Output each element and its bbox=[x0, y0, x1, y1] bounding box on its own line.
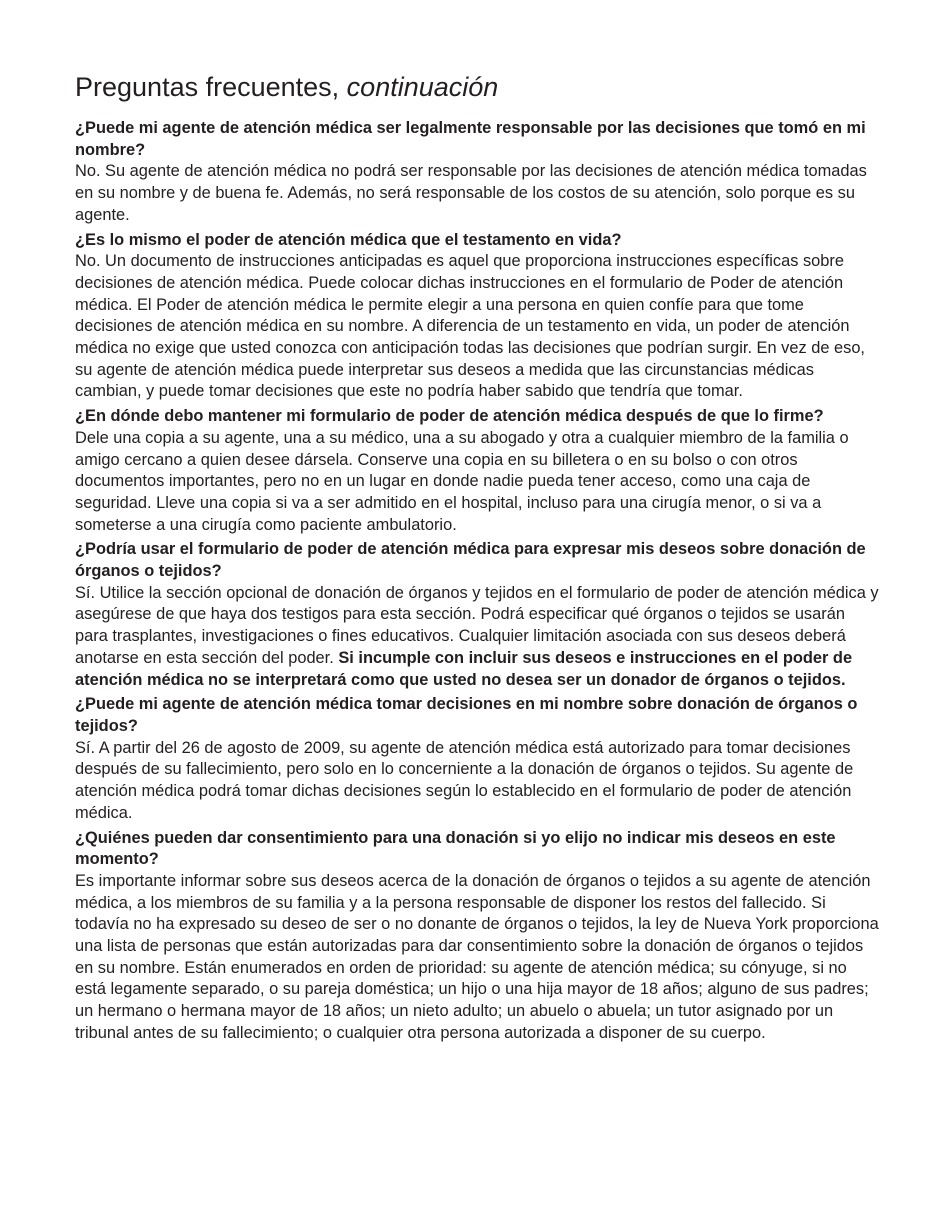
faq-question: ¿Es lo mismo el poder de atención médica que el testamento en vida? bbox=[75, 230, 622, 249]
faq-question: ¿Puede mi agente de atención médica tomar decisiones en mi nombre sobre donación de órganos o tejidos? bbox=[75, 695, 858, 735]
faq-answer: No. Su agente de atención médica no podrá ser responsable por las decisiones de atención médica tomadas en su nombre y de buena fe. Además, no será responsable de los costos de su atención, solo porque es su agente. bbox=[75, 162, 867, 224]
faq-item bbox=[75, 406, 880, 536]
faq-item bbox=[75, 118, 880, 227]
faq-question: ¿En dónde debo mantener mi formulario de poder de atención médica después de que lo firme? bbox=[75, 407, 824, 426]
faq-question: ¿Podría usar el formulario de poder de atención médica para expresar mis deseos sobre donación de órganos o tejidos? bbox=[75, 540, 866, 581]
faq-answer: Dele una copia a su agente, una a su médico, una a su abogado y otra a cualquier miembro de la familia o amigo cercano a quien desee dársela. Conserve una copia en su billetera o en su bolso o con otros documentos importantes, pero no en un lugar en donde nadie pueda tener acceso, como una caja de seguridad. Lleve una copia si va a ser admitido en el hospital, incluso para una cirugía menor, o si va a someterse a una cirugía como paciente ambulatorio. bbox=[75, 428, 849, 534]
faq-question: ¿Quiénes pueden dar consentimiento para una donación si yo elijo no indicar mis deseos en este momento? bbox=[75, 828, 836, 869]
faq-item bbox=[75, 230, 880, 404]
document-page bbox=[75, 70, 880, 1048]
faq-answer-emphasis: Si incumple con incluir sus deseos e instrucciones en el poder de atención médica no se interpretará como que usted no desea ser un donador de órganos o tejidos. bbox=[75, 648, 853, 689]
faq-item bbox=[75, 694, 880, 824]
page-title-main: Preguntas frecuentes, bbox=[75, 72, 347, 102]
faq-item bbox=[75, 539, 880, 691]
faq-item bbox=[75, 828, 880, 1045]
page-title-italic: continuación bbox=[346, 72, 499, 102]
faq-answer-text: Sí. Utilice la sección opcional de donación de órganos y tejidos en el formulario de poder de atención médica y asegúrese de que haya dos testigos para esta sección. Podrá especificar qué órganos o tejidos se usarán para trasplantes, investigaciones o fines educativos. Cualquier limitación asociada con sus deseos deberá anotarse en esta sección del poder. bbox=[75, 583, 879, 667]
faq-question: ¿Puede mi agente de atención médica ser legalmente responsable por las decisiones que tomó en mi nombre? bbox=[75, 119, 866, 159]
faq-answer: No. Un documento de instrucciones anticipadas es aquel que proporciona instrucciones específicas sobre decisiones de atención médica. Puede colocar dichas instrucciones en el formulario de Poder de atención médica. El Poder de atención médica le permite elegir a una persona en quien confíe para que tome decisiones de atención médica en su nombre. A diferencia de un testamento en vida, un poder de atención médica no exige que usted conozca con anticipación todas las decisiones que podrían surgir. En vez de eso, su agente de atención médica puede interpretar sus deseos a medida que las circunstancias médicas cambian, y puede tomar decisiones que este no podría haber sabido que tendría que tomar. bbox=[75, 252, 865, 401]
faq-answer bbox=[75, 583, 880, 692]
faq-answer: Es importante informar sobre sus deseos acerca de la donación de órganos o tejidos a su agente de atención médica, a los miembros de su familia y a la persona responsable de disponer los restos del fallecido. Si todavía no ha expresado su deseo de ser o no donante de órganos o tejidos, la ley de Nueva York proporciona una lista de personas que están autorizadas para dar consentimiento sobre la donación de órganos o tejidos en su nombre. Están enumerados en orden de prioridad: su agente de atención médica; su cónyuge, si no está legamente separado, o su pareja doméstica; un hijo o una hija mayor de 18 años; alguno de sus padres; un hermano o hermana mayor de 18 años; un nieto adulto; un abuelo o abuela; un tutor asignado por un tribunal antes de su fallecimiento; o cualquier otra persona autorizada a disponer de su cuerpo. bbox=[75, 871, 879, 1042]
faq-answer: Sí. A partir del 26 de agosto de 2009, su agente de atención médica está autorizado para tomar decisiones después de su fallecimiento, pero solo en lo concerniente a la donación de órganos o tejidos. Su agente de atención médica podrá tomar dichas decisiones según lo establecido en el formulario de poder de atención médica. bbox=[75, 738, 854, 822]
page-title bbox=[75, 70, 880, 104]
